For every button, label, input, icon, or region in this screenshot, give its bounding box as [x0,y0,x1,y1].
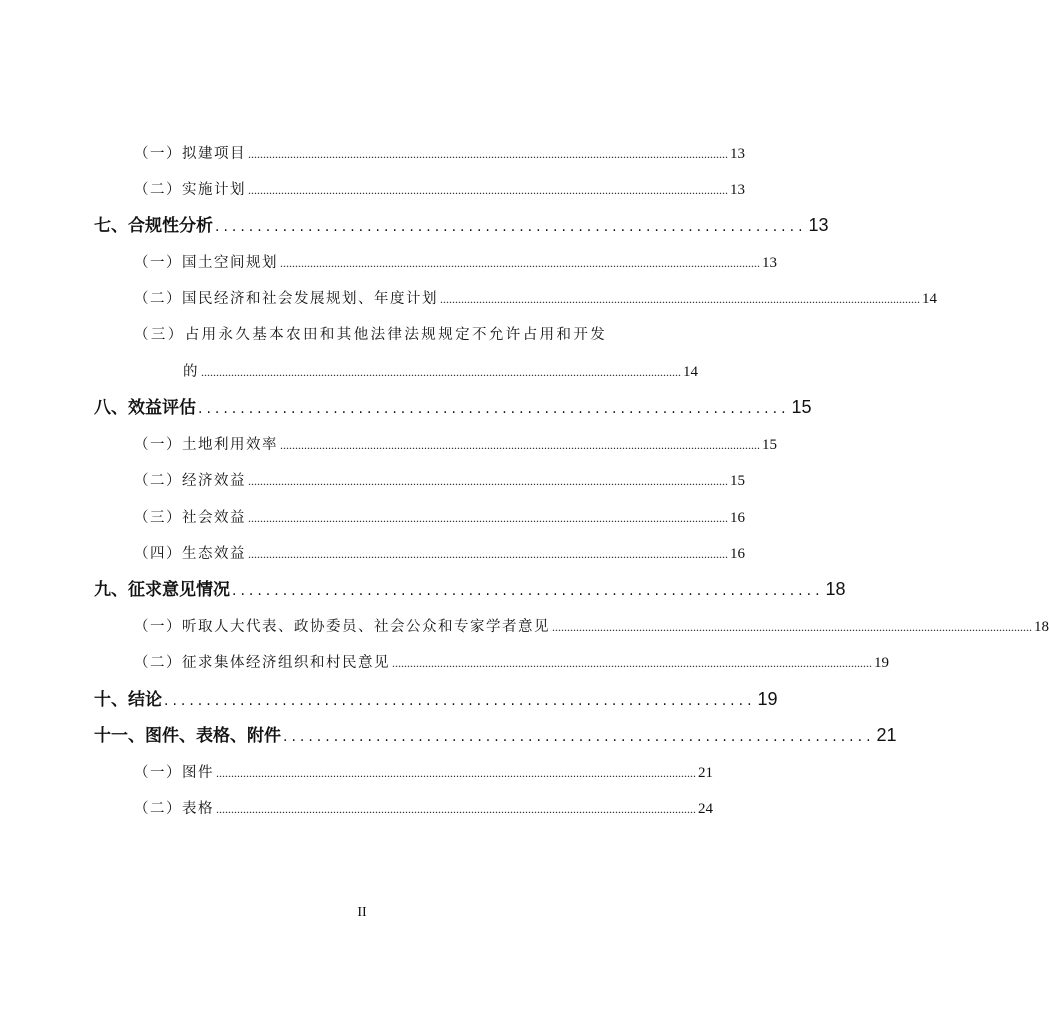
toc-entry-label: （四）生态效益 [134,546,246,562]
toc-page-number: 18 [825,579,846,599]
dot-leader: ................................................................................................................................................................ [248,147,728,161]
toc-entry-label: （一）土地利用效率 [134,437,278,453]
dot-leader: ...................................................................... [164,693,756,709]
toc-section-benefit-evaluation[interactable] [94,393,812,418]
toc-entry-land-space-planning[interactable] [134,251,777,272]
toc-entry-social-benefit[interactable] [134,506,745,527]
toc-page-number: 15 [791,397,812,417]
toc-page-number: 16 [730,546,745,562]
toc-section-attachments[interactable] [94,721,897,746]
toc-entry-label: （一）图件 [134,765,214,781]
dot-leader: ................................................................................................................................................................ [248,183,728,197]
toc-page-number: 24 [698,801,713,817]
page-number-footer: II [357,905,367,920]
toc-entry-proposed-project[interactable] [134,142,745,163]
toc-entry-label: （一）拟建项目 [134,146,246,162]
dot-leader: ................................................................................................................................................................ [201,365,681,379]
toc-page-number: 15 [730,473,745,489]
toc-entry-tables[interactable] [134,797,713,818]
toc-entry-farmland-line2[interactable] [183,360,698,381]
toc-page-number: 13 [808,215,829,235]
toc-page-number: 13 [762,255,777,271]
toc-entry-ecological-benefit[interactable] [134,542,745,563]
toc-section-label: 八、效益评估 [94,398,196,418]
toc-section-opinion-solicitation[interactable] [94,575,846,600]
toc-entry-label: （二）经济效益 [134,473,246,489]
toc-entry-implementation-plan[interactable] [134,178,745,199]
toc-page-number: 16 [730,510,745,526]
dot-leader: ...................................................................... [198,401,790,417]
toc-entry-drawings[interactable] [134,761,713,782]
toc-entry-economic-benefit[interactable] [134,469,745,490]
toc-page-number: 14 [922,291,937,307]
toc-entry-economic-social-plan[interactable] [134,287,937,308]
dot-leader: ...................................................................... [283,729,875,745]
toc-entry-representative-opinions[interactable] [134,615,1049,636]
toc-entry-label: （一）听取人大代表、政协委员、社会公众和专家学者意见 [134,619,550,635]
toc-page-number: 21 [698,765,713,781]
toc-page-number: 13 [730,182,745,198]
dot-leader: ...................................................................... [215,219,807,235]
toc-page-number: 14 [683,364,698,380]
toc-entry-label: （三）社会效益 [134,510,246,526]
toc-section-label: 七、合规性分析 [94,216,213,236]
toc-entry-label: （二）实施计划 [134,182,246,198]
toc-section-conclusion[interactable] [94,685,778,710]
toc-page-number: 19 [757,689,778,709]
toc-entry-label: （二）表格 [134,801,214,817]
toc-entry-villager-opinions[interactable] [134,651,889,672]
dot-leader: ...................................................................... [232,583,824,599]
toc-page-number: 13 [730,146,745,162]
toc-entry-label: 的 [183,364,199,380]
toc-page-number: 15 [762,437,777,453]
toc-entry-label: （一）国土空间规划 [134,255,278,271]
toc-page-number: 19 [874,655,889,671]
toc-entry-land-use-efficiency[interactable] [134,433,777,454]
dot-leader: ................................................................................................................................................................ [440,292,920,306]
dot-leader: ................................................................................................................................................................ [216,766,696,780]
dot-leader: ................................................................................................................................................................ [248,474,728,488]
toc-entry-label: （二）国民经济和社会发展规划、年度计划 [134,291,438,307]
dot-leader: ................................................................................................................................................................ [248,547,728,561]
toc-section-label: 十、结论 [94,690,162,710]
toc-entry-farmland-line1[interactable]: （三）占用永久基本农田和其他法律法规规定不允许占用和开发 [134,327,608,343]
toc-entry-label: （二）征求集体经济组织和村民意见 [134,655,390,671]
dot-leader: ................................................................................................................................................................ [552,620,1032,634]
dot-leader: ................................................................................................................................................................ [392,656,872,670]
dot-leader: ................................................................................................................................................................ [216,802,696,816]
toc-section-label: 十一、图件、表格、附件 [94,726,281,746]
dot-leader: ................................................................................................................................................................ [248,511,728,525]
toc-page-number: 18 [1034,619,1049,635]
toc-section-label: 九、征求意见情况 [94,580,230,600]
dot-leader: ................................................................................................................................................................ [280,256,760,270]
toc-section-compliance-analysis[interactable] [94,211,829,236]
dot-leader: ................................................................................................................................................................ [280,438,760,452]
toc-page-number: 21 [876,725,897,745]
